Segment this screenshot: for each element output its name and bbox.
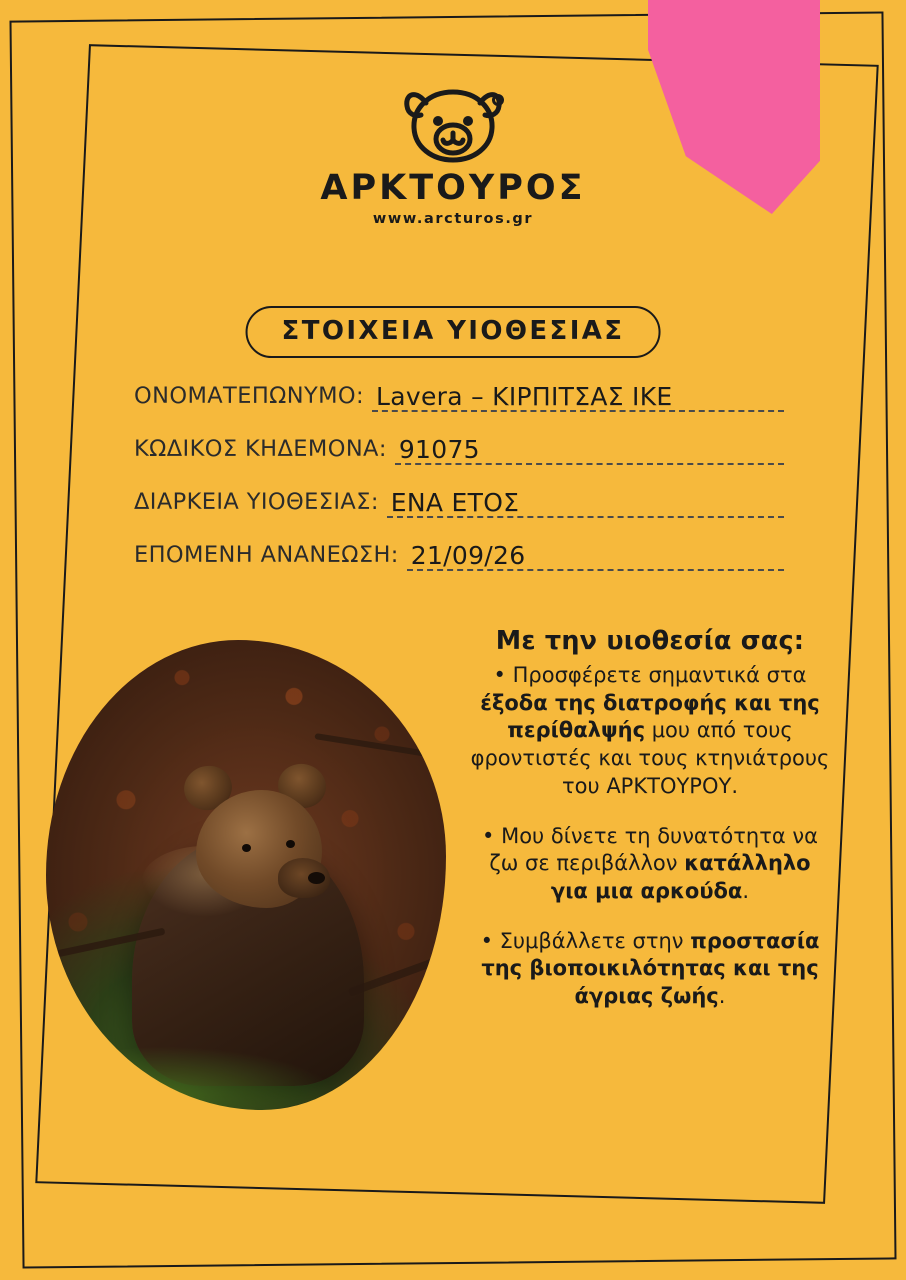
benefit-text-bold: κατάλληλο για μια αρκούδα xyxy=(550,851,811,904)
benefits-section xyxy=(470,626,830,1033)
bear-eye-right xyxy=(286,840,295,848)
field-value-next-renewal: 21/09/26 xyxy=(410,541,526,570)
benefit-text-bold: προστασία της βιοποικιλότητας και της άγριας ζωής xyxy=(481,928,820,1009)
field-label-duration: ΔΙΑΡΚΕΙΑ ΥΙΟΘΕΣΙΑΣ: xyxy=(134,489,379,515)
field-line-fullname[interactable] xyxy=(372,380,784,412)
field-value-guardian-code: 91075 xyxy=(398,435,480,464)
field-value-fullname: Lavera – ΚΙΡΠΙΤΣΑΣ ΙΚΕ xyxy=(376,382,673,411)
brand-name: ΑΡΚΤΟΥΡΟΣ xyxy=(320,168,586,208)
benefit-text-bold: έξοδα της διατροφής και της περίθαλψής xyxy=(480,690,820,743)
page-title: ΣΤΟΙΧΕΙΑ ΥΙΟΘΕΣΙΑΣ xyxy=(246,306,661,358)
field-row-guardian-code xyxy=(134,433,784,465)
field-line-duration[interactable] xyxy=(387,486,784,518)
benefit-item xyxy=(470,662,830,801)
field-label-next-renewal: ΕΠΟΜΕΝΗ ΑΝΑΝΕΩΣΗ: xyxy=(134,542,399,568)
bear-nose xyxy=(308,872,325,884)
benefit-text-part2: . xyxy=(742,879,750,904)
benefit-text-part2: . xyxy=(718,984,726,1009)
field-value-duration: ΕΝΑ ΕΤΟΣ xyxy=(390,488,520,517)
ground-moss xyxy=(46,1046,336,1110)
field-row-fullname xyxy=(134,380,784,412)
benefit-text-part1: • Μου δίνετε τη δυνατότητα να ζω σε περιβάλλον xyxy=(482,823,818,876)
field-line-guardian-code[interactable] xyxy=(395,433,784,465)
benefit-item xyxy=(470,823,830,906)
brown-bear-photo xyxy=(46,640,446,1110)
adoption-details-form xyxy=(134,380,784,592)
bear-face-icon xyxy=(399,84,507,166)
field-row-next-renewal xyxy=(134,539,784,571)
benefit-text-part2: μου από τους φροντιστές και τους κτηνιάτρους του ΑΡΚΤΟΥΡΟΥ. xyxy=(470,718,830,798)
bear-eye-left xyxy=(242,844,251,852)
brand-logo-block xyxy=(0,84,906,227)
photo-background-leaves xyxy=(46,640,446,1110)
branch-decor xyxy=(314,733,446,761)
benefits-heading: Με την υιοθεσία σας: xyxy=(495,626,805,656)
benefit-item xyxy=(470,928,830,1011)
field-label-fullname: ΟΝΟΜΑΤΕΠΩΝΥΜΟ: xyxy=(134,383,365,409)
field-row-duration xyxy=(134,486,784,518)
benefit-text-part1: • Προσφέρετε σημαντικά στα xyxy=(493,663,807,687)
brand-url: www.arcturos.gr xyxy=(372,210,534,227)
benefit-text-part1: • Συμβάλλετε στην xyxy=(480,928,691,953)
field-label-guardian-code: ΚΩΔΙΚΟΣ ΚΗΔΕΜΟΝΑ: xyxy=(134,436,387,462)
field-line-next-renewal[interactable] xyxy=(407,539,784,571)
